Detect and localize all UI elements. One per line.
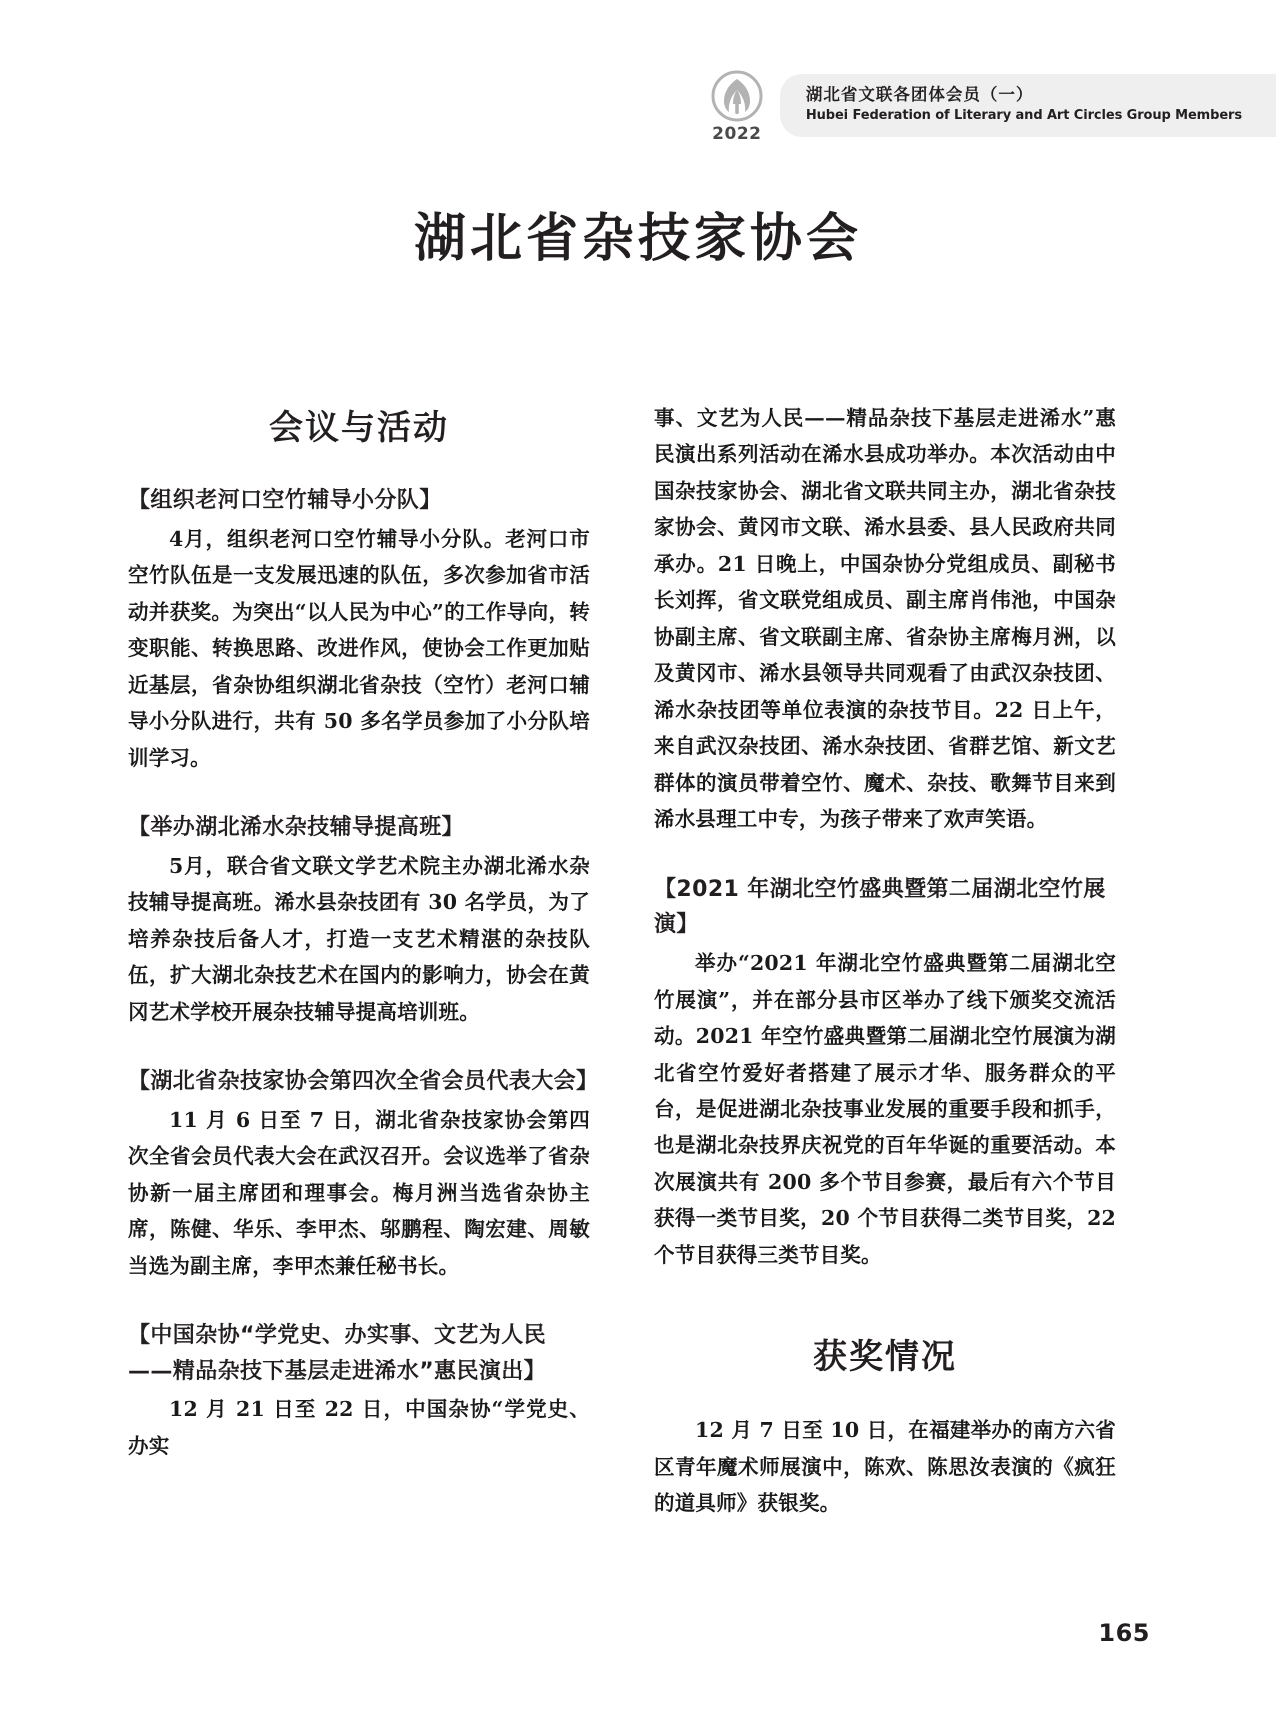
- right-column: [654, 400, 1116, 1522]
- entry-heading-5: 【2021 年湖北空竹盛典暨第二届湖北空竹展演】: [654, 876, 1106, 938]
- section-heading-awards: 获奖情况: [813, 1337, 957, 1378]
- federation-emblem-icon: [711, 70, 763, 122]
- body-columns: [128, 400, 1150, 1522]
- entry-heading-1: 【组织老河口空竹辅导小分队】: [128, 488, 442, 513]
- header-year: 2022: [712, 124, 762, 144]
- left-column: [128, 400, 599, 1522]
- header-band: [780, 74, 1276, 137]
- entry-body-3: 11 月 6 日至 7 日，湖北省杂技家协会第四次全省会员代表大会在武汉召开。会议选举了省杂协新一届主席团和理事会。梅月洲当选省杂协主席，陈健、华乐、李甲杰、邬鹏程、陶宏建、周敏当选为副主席，李甲杰兼任秘书长。: [128, 1107, 590, 1278]
- entry-heading-4: 【中国杂协“学党史、办实事、文艺为人民——精品杂技下基层走进浠水”惠民演出】: [128, 1323, 547, 1384]
- entry-body-2: 5月，联合省文联文学艺术院主办湖北浠水杂技辅导提高班。浠水县杂技团有 30 名学员，为了培养杂技后备人才，打造一支艺术精湛的杂技队伍，扩大湖北杂技艺术在国内的影响力，协会在黄冈艺术学校开展杂技辅导提高培训班。: [128, 853, 590, 1024]
- header-inner: [700, 70, 1276, 148]
- entry-body-4-continued: 事、文艺为人民——精品杂技下基层走进浠水”惠民演出系列活动在浠水县成功举办。本次活动由中国杂技家协会、湖北省文联共同主办，湖北省杂技家协会、黄冈市文联、浠水县委、县人民政府共同承办。21 日晚上，中国杂协分党组成员、副秘书长刘挥，省文联党组成员、副主席肖伟池，中国杂协副主席、省文联副主席、省杂协主席梅月洲，以及黄冈市、浠水县领导共同观看了由武汉杂技团、浠水杂技团等单位表演的杂技节目。22 日上午，来自武汉杂技团、浠水杂技团、省群艺馆、新文艺群体的演员带着空竹、魔术、杂技、歌舞节目来到浠水县理工中专，为孩子带来了欢声笑语。: [654, 406, 1116, 832]
- header-title-cn: 湖北省文联各团体会员（一）: [805, 85, 1034, 104]
- awards-body: 12 月 7 日至 10 日，在福建举办的南方六省区青年魔术师展演中，陈欢、陈思汝表演的《疯狂的道具师》获银奖。: [654, 1418, 1116, 1516]
- entry-heading-3: 【湖北省杂技家协会第四次全省会员代表大会】: [128, 1069, 599, 1095]
- entry-body-1: 4月，组织老河口空竹辅导小分队。老河口市空竹队伍是一支发展迅速的队伍，多次参加省市活动并获奖。为突出“以人民为中心”的工作导向，转变职能、转换思路、改进作风，使协会工作更加贴近基层，省杂协组织湖北省杂技（空竹）老河口辅导小分队进行，共有 50 多名学员参加了小分队培训学习。: [128, 526, 590, 770]
- header-logo: [700, 70, 774, 148]
- entry-heading-2: 【举办湖北浠水杂技辅导提高班】: [128, 815, 465, 841]
- section-heading-meetings: 会议与活动: [269, 408, 449, 448]
- header-title-en: Hubei Federation of Literary and Art Circles Group Members: [805, 108, 1242, 124]
- running-header: [0, 70, 1276, 144]
- entry-body-5: 举办“2021 年湖北空竹盛典暨第二届湖北空竹展演”，并在部分县市区举办了线下颁奖交流活动。2021 年空竹盛典暨第二届湖北空竹展演为湖北省空竹爱好者搭建了展示才华、服务群众的平台，是促进湖北杂技事业发展的重要手段和抓手，也是湖北杂技界庆祝党的百年华诞的重要活动。本次展演共有 200 多个节目参赛，最后有六个节目获得一类节目奖，20 个节目获得二类节目奖，22 个节目获得三类节目奖。: [654, 951, 1116, 1267]
- page-title: 湖北省杂技家协会: [413, 208, 862, 269]
- entry-body-4: 12 月 21 日至 22 日，中国杂协“学党史、办实: [128, 1397, 590, 1458]
- page-number: 165: [1098, 1619, 1150, 1647]
